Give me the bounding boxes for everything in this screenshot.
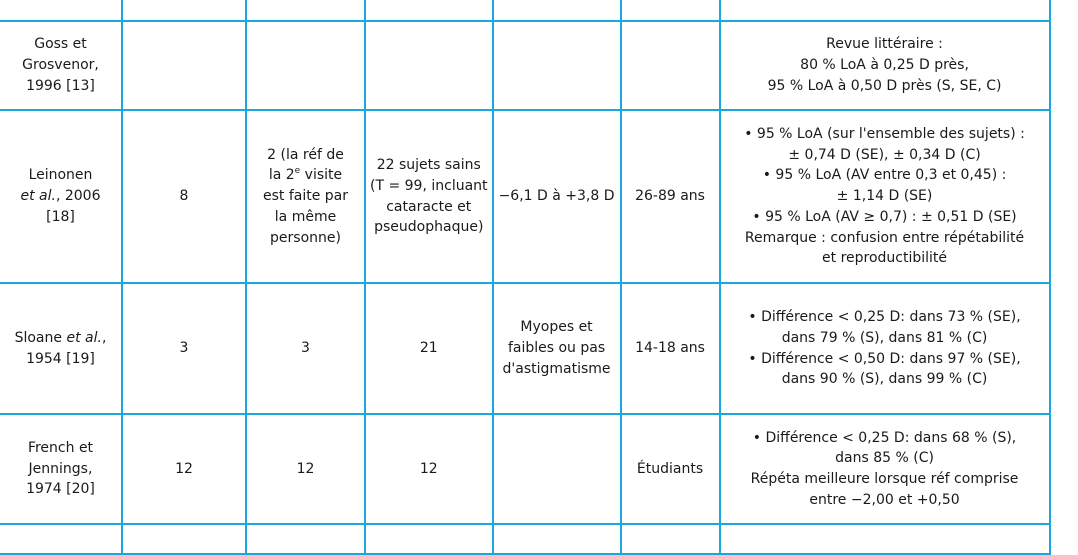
- range-line: Myopes et: [520, 319, 593, 336]
- cell-range: [493, 283, 621, 414]
- cell-age: [621, 414, 720, 524]
- cell: [365, 0, 493, 21]
- cell-range: [493, 21, 621, 110]
- cell-observers: [122, 283, 246, 414]
- author-line: 1954 [19]: [26, 350, 95, 367]
- sessions-line: la même: [274, 208, 337, 225]
- age-value: 26-89 ans: [635, 188, 705, 205]
- cell-sessions: [246, 110, 365, 283]
- cell: [0, 0, 122, 21]
- sessions-line: [251, 165, 360, 186]
- cell-observers: [122, 414, 246, 524]
- author-line: [4, 186, 117, 207]
- cell: [246, 524, 365, 554]
- cell-results: [720, 283, 1050, 414]
- author-punct: ,: [101, 329, 107, 346]
- cell: [246, 0, 365, 21]
- author-line: 1974 [20]: [26, 481, 95, 498]
- subjects-line: cataracte et: [386, 198, 472, 215]
- cell-author: [0, 110, 122, 283]
- range-line: d'astigmatisme: [502, 360, 611, 377]
- results-line: • Différence < 0,25 D: dans 73 % (SE),: [748, 309, 1021, 326]
- sessions-text: visite: [300, 167, 343, 184]
- sessions-line: personne): [270, 229, 341, 246]
- cell-results: [720, 21, 1050, 110]
- observers-value: 8: [179, 188, 189, 205]
- author-line: French et: [27, 439, 94, 456]
- cell-sessions: [246, 414, 365, 524]
- table-row: [0, 110, 1050, 283]
- cell: [720, 524, 1050, 554]
- age-value: Étudiants: [636, 460, 704, 477]
- cell-age: [621, 110, 720, 283]
- cell-author: [0, 283, 122, 414]
- subjects-value: 12: [419, 460, 438, 477]
- results-line: entre −2,00 et +0,50: [809, 491, 960, 508]
- subjects-line: (T = 99, incluant: [370, 177, 488, 194]
- cell: [621, 524, 720, 554]
- author-line: [18]: [46, 208, 75, 225]
- sessions-line: est faite par: [262, 188, 349, 205]
- results-line: ± 0,74 D (SE), ± 0,34 D (C): [788, 146, 981, 163]
- author-etal: et al.: [20, 188, 56, 205]
- author-line: Goss et: [34, 36, 87, 53]
- results-line: • Différence < 0,25 D: dans 68 % (S),: [752, 429, 1017, 446]
- observers-value: 3: [179, 340, 189, 357]
- superscript: e: [294, 166, 301, 177]
- sessions-line: 2 (la réf de: [267, 146, 344, 163]
- sessions-value: 3: [301, 340, 310, 357]
- cell-author: [0, 21, 122, 110]
- cell-results: [720, 110, 1050, 283]
- results-line: dans 79 % (S), dans 81 % (C): [781, 329, 988, 346]
- author-line: [4, 328, 117, 349]
- age-value: 14-18 ans: [635, 340, 705, 357]
- results-line: 95 % LoA à 0,50 D près (S, SE, C): [767, 77, 1002, 94]
- cell: [122, 524, 246, 554]
- author-year: , 2006: [55, 188, 101, 205]
- cell: [621, 0, 720, 21]
- cell-observers: [122, 110, 246, 283]
- table-row-partial: [0, 0, 1050, 21]
- author-name: Sloane: [14, 329, 67, 346]
- table-row: [0, 21, 1050, 110]
- cell-subjects: [365, 21, 493, 110]
- cell-sessions: [246, 283, 365, 414]
- table-row: [0, 414, 1050, 524]
- results-line: Revue littéraire :: [826, 36, 943, 53]
- results-line: • 95 % LoA (sur l'ensemble des sujets) :: [744, 126, 1025, 143]
- table-row: [0, 283, 1050, 414]
- cell-range: [493, 110, 621, 283]
- cell-sessions: [246, 21, 365, 110]
- results-line: Répéta meilleure lorsque réf comprise: [750, 471, 1019, 487]
- author-line: Grosvenor,: [22, 57, 99, 74]
- cell-range: [493, 414, 621, 524]
- subjects-line: 22 sujets sains: [376, 157, 481, 174]
- cell-subjects: [365, 110, 493, 283]
- cell-subjects: [365, 414, 493, 524]
- cell-observers: [122, 21, 246, 110]
- cell-results: [720, 414, 1050, 524]
- author-etal: et al.: [66, 329, 102, 346]
- table-row-partial: [0, 524, 1050, 554]
- results-line: Remarque : confusion entre répétabilité: [744, 229, 1025, 246]
- subjects-line: pseudophaque): [374, 219, 484, 236]
- cell-range-fragment: [493, 0, 621, 21]
- results-line: • 95 % LoA (AV entre 0,3 et 0,45) :: [762, 167, 1007, 184]
- subjects-value: 21: [419, 340, 438, 357]
- cell: [720, 0, 1050, 21]
- observers-value: 12: [175, 460, 193, 477]
- results-line: • 95 % LoA (AV ≥ 0,7) : ± 0,51 D (SE): [752, 208, 1017, 225]
- results-line: et reproductibilité: [822, 250, 948, 267]
- sessions-text: la 2: [268, 167, 295, 184]
- cell: [0, 524, 122, 554]
- author-line: 1996 [13]: [26, 77, 95, 94]
- cell-subjects: [365, 283, 493, 414]
- cell-author: [0, 414, 122, 524]
- author-line: Leinonen: [28, 167, 93, 184]
- author-line: Jennings,: [28, 460, 93, 477]
- cell-age: [621, 21, 720, 110]
- range-line: faibles ou pas: [507, 340, 606, 357]
- results-line: dans 85 % (C): [835, 450, 934, 467]
- cell: [365, 524, 493, 554]
- sessions-value: 12: [296, 460, 315, 477]
- results-line: • Différence < 0,50 D: dans 97 % (SE),: [748, 350, 1021, 367]
- results-line: dans 90 % (S), dans 99 % (C): [781, 371, 988, 388]
- cell-age: [621, 283, 720, 414]
- cell: [122, 0, 246, 21]
- cell: [493, 524, 621, 554]
- results-line: ± 1,14 D (SE): [836, 188, 933, 205]
- range-value: −6,1 D à +3,8 D: [498, 188, 615, 205]
- results-line: 80 % LoA à 0,25 D près,: [800, 57, 969, 74]
